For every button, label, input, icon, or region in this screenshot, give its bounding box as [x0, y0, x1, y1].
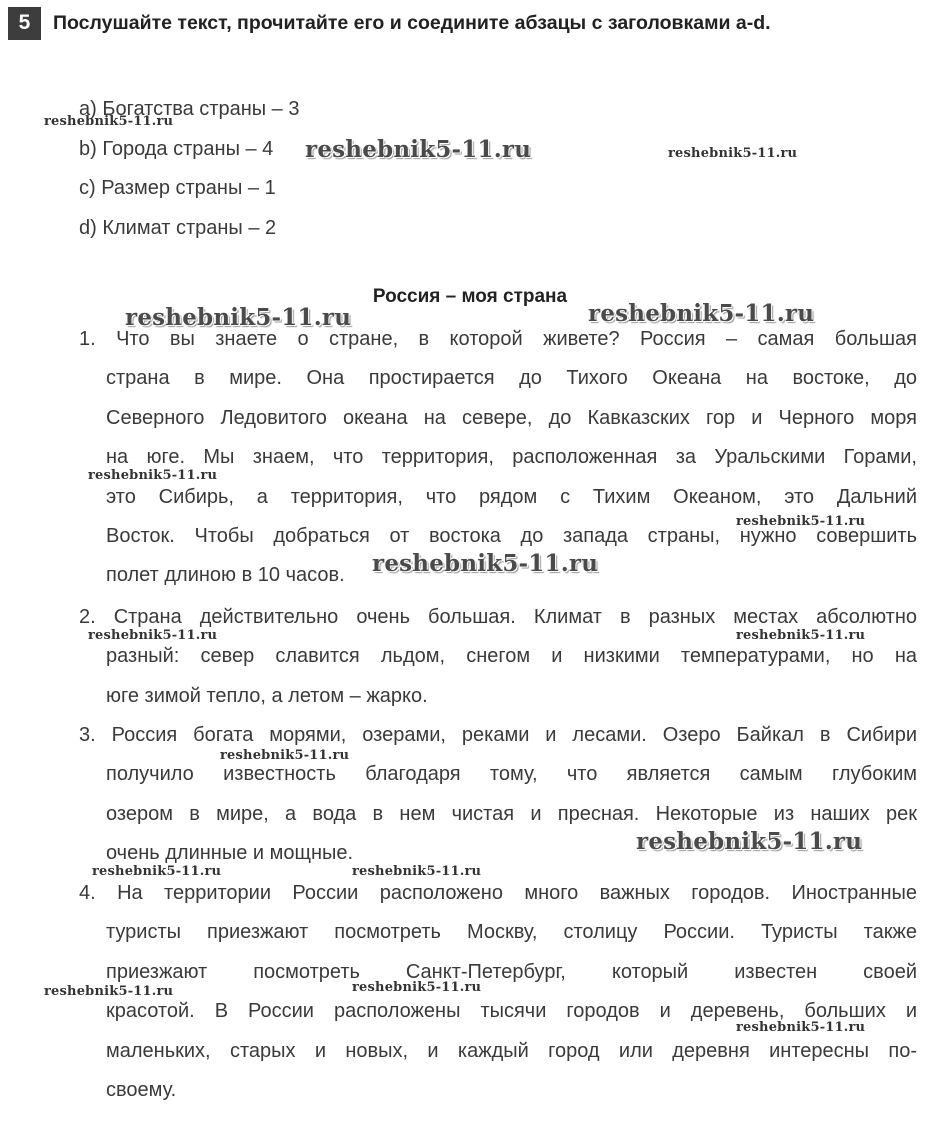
- paragraph-1: [79, 320, 917, 596]
- paragraph-line: 1. Что вы знаете о стране, в которой живете? Россия – самая большая: [79, 328, 917, 350]
- paragraph-4: [79, 874, 917, 1110]
- paragraph-line: приезжают посмотреть Санкт-Петербург, который известен своей: [106, 960, 917, 983]
- answers-list: [79, 90, 300, 248]
- paragraph-2: [79, 598, 917, 716]
- paragraph-3: [79, 716, 917, 874]
- paragraph-line: 4. На территории России расположено много важных городов. Иностранные: [79, 882, 917, 904]
- answer-c: c) Размер страны – 1: [79, 177, 276, 199]
- watermark: reshebnik5-11.ru: [636, 828, 863, 855]
- paragraph-line: это Сибирь, а территория, что рядом с Тихим Океаном, это Дальний: [106, 485, 917, 508]
- paragraph-line: маленьких, старых и новых, и каждый город или деревня интересны по-: [106, 1039, 917, 1062]
- watermark: reshebnik5-11.ru: [88, 628, 218, 643]
- watermark: reshebnik5-11.ru: [736, 1020, 866, 1035]
- paragraph-line: получило известность благодаря тому, что является самым глубоким: [106, 763, 917, 786]
- paragraph-line: 2. Страна действительно очень большая. Климат в разных местах абсолютно: [79, 606, 917, 628]
- task-title: Послушайте текст, прочитайте его и соедините абзацы с заголовками a-d.: [53, 11, 771, 34]
- watermark: reshebnik5-11.ru: [352, 864, 482, 879]
- paragraph-line: 3. Россия богата морями, озерами, реками и лесами. Озеро Байкал в Сибири: [79, 724, 917, 746]
- paragraph-line: разный: север славится льдом, снегом и низкими температурами, но на: [106, 645, 917, 668]
- watermark: reshebnik5-11.ru: [668, 146, 798, 161]
- watermark: reshebnik5-11.ru: [736, 628, 866, 643]
- watermark: reshebnik5-11.ru: [88, 468, 218, 483]
- answer-a: a) Богатства страны – 3: [79, 98, 300, 120]
- watermark: reshebnik5-11.ru: [588, 300, 815, 327]
- paragraph-line: своему.: [106, 1078, 177, 1101]
- task-header: [8, 6, 771, 40]
- paragraph-line: Северного Ледовитого океана на севере, до Кавказских гор и Черного моря: [106, 406, 917, 429]
- paragraph-line: туристы приезжают посмотреть Москву, столицу России. Туристы также: [106, 921, 917, 944]
- paragraph-line: озером в мире, а вода в нем чистая и пресная. Некоторые из наших рек: [106, 802, 917, 825]
- paragraph-line: юге зимой тепло, а летом – жарко.: [106, 684, 428, 707]
- paragraph-line: на юге. Мы знаем, что территория, расположенная за Уральскими Горами,: [106, 446, 917, 469]
- watermark: reshebnik5-11.ru: [372, 550, 599, 577]
- answer-d: d) Климат страны – 2: [79, 216, 277, 239]
- watermark: reshebnik5-11.ru: [125, 304, 352, 331]
- watermark: reshebnik5-11.ru: [736, 514, 866, 529]
- paragraph-line: красотой. В России расположены тысячи городов и деревень, больших и: [106, 1000, 917, 1023]
- paragraph-line: очень длинные и мощные.: [106, 842, 354, 865]
- watermark: reshebnik5-11.ru: [220, 748, 350, 763]
- answer-b: b) Города страны – 4: [79, 137, 274, 160]
- text-title: Россия – моя страна: [372, 286, 568, 307]
- paragraph-line: полет длиною в 10 часов.: [106, 564, 345, 587]
- watermark: reshebnik5-11.ru: [92, 864, 222, 879]
- watermark: reshebnik5-11.ru: [44, 114, 174, 129]
- watermark: reshebnik5-11.ru: [44, 984, 174, 999]
- paragraph-line: Восток. Чтобы добраться от востока до запада страны, нужно совершить: [106, 524, 917, 547]
- task-number-badge: 5: [8, 7, 41, 40]
- paragraph-line: страна в мире. Она простирается до Тихого Океана на востоке, до: [106, 367, 917, 390]
- watermark: reshebnik5-11.ru: [352, 980, 482, 995]
- watermark: reshebnik5-11.ru: [305, 136, 532, 163]
